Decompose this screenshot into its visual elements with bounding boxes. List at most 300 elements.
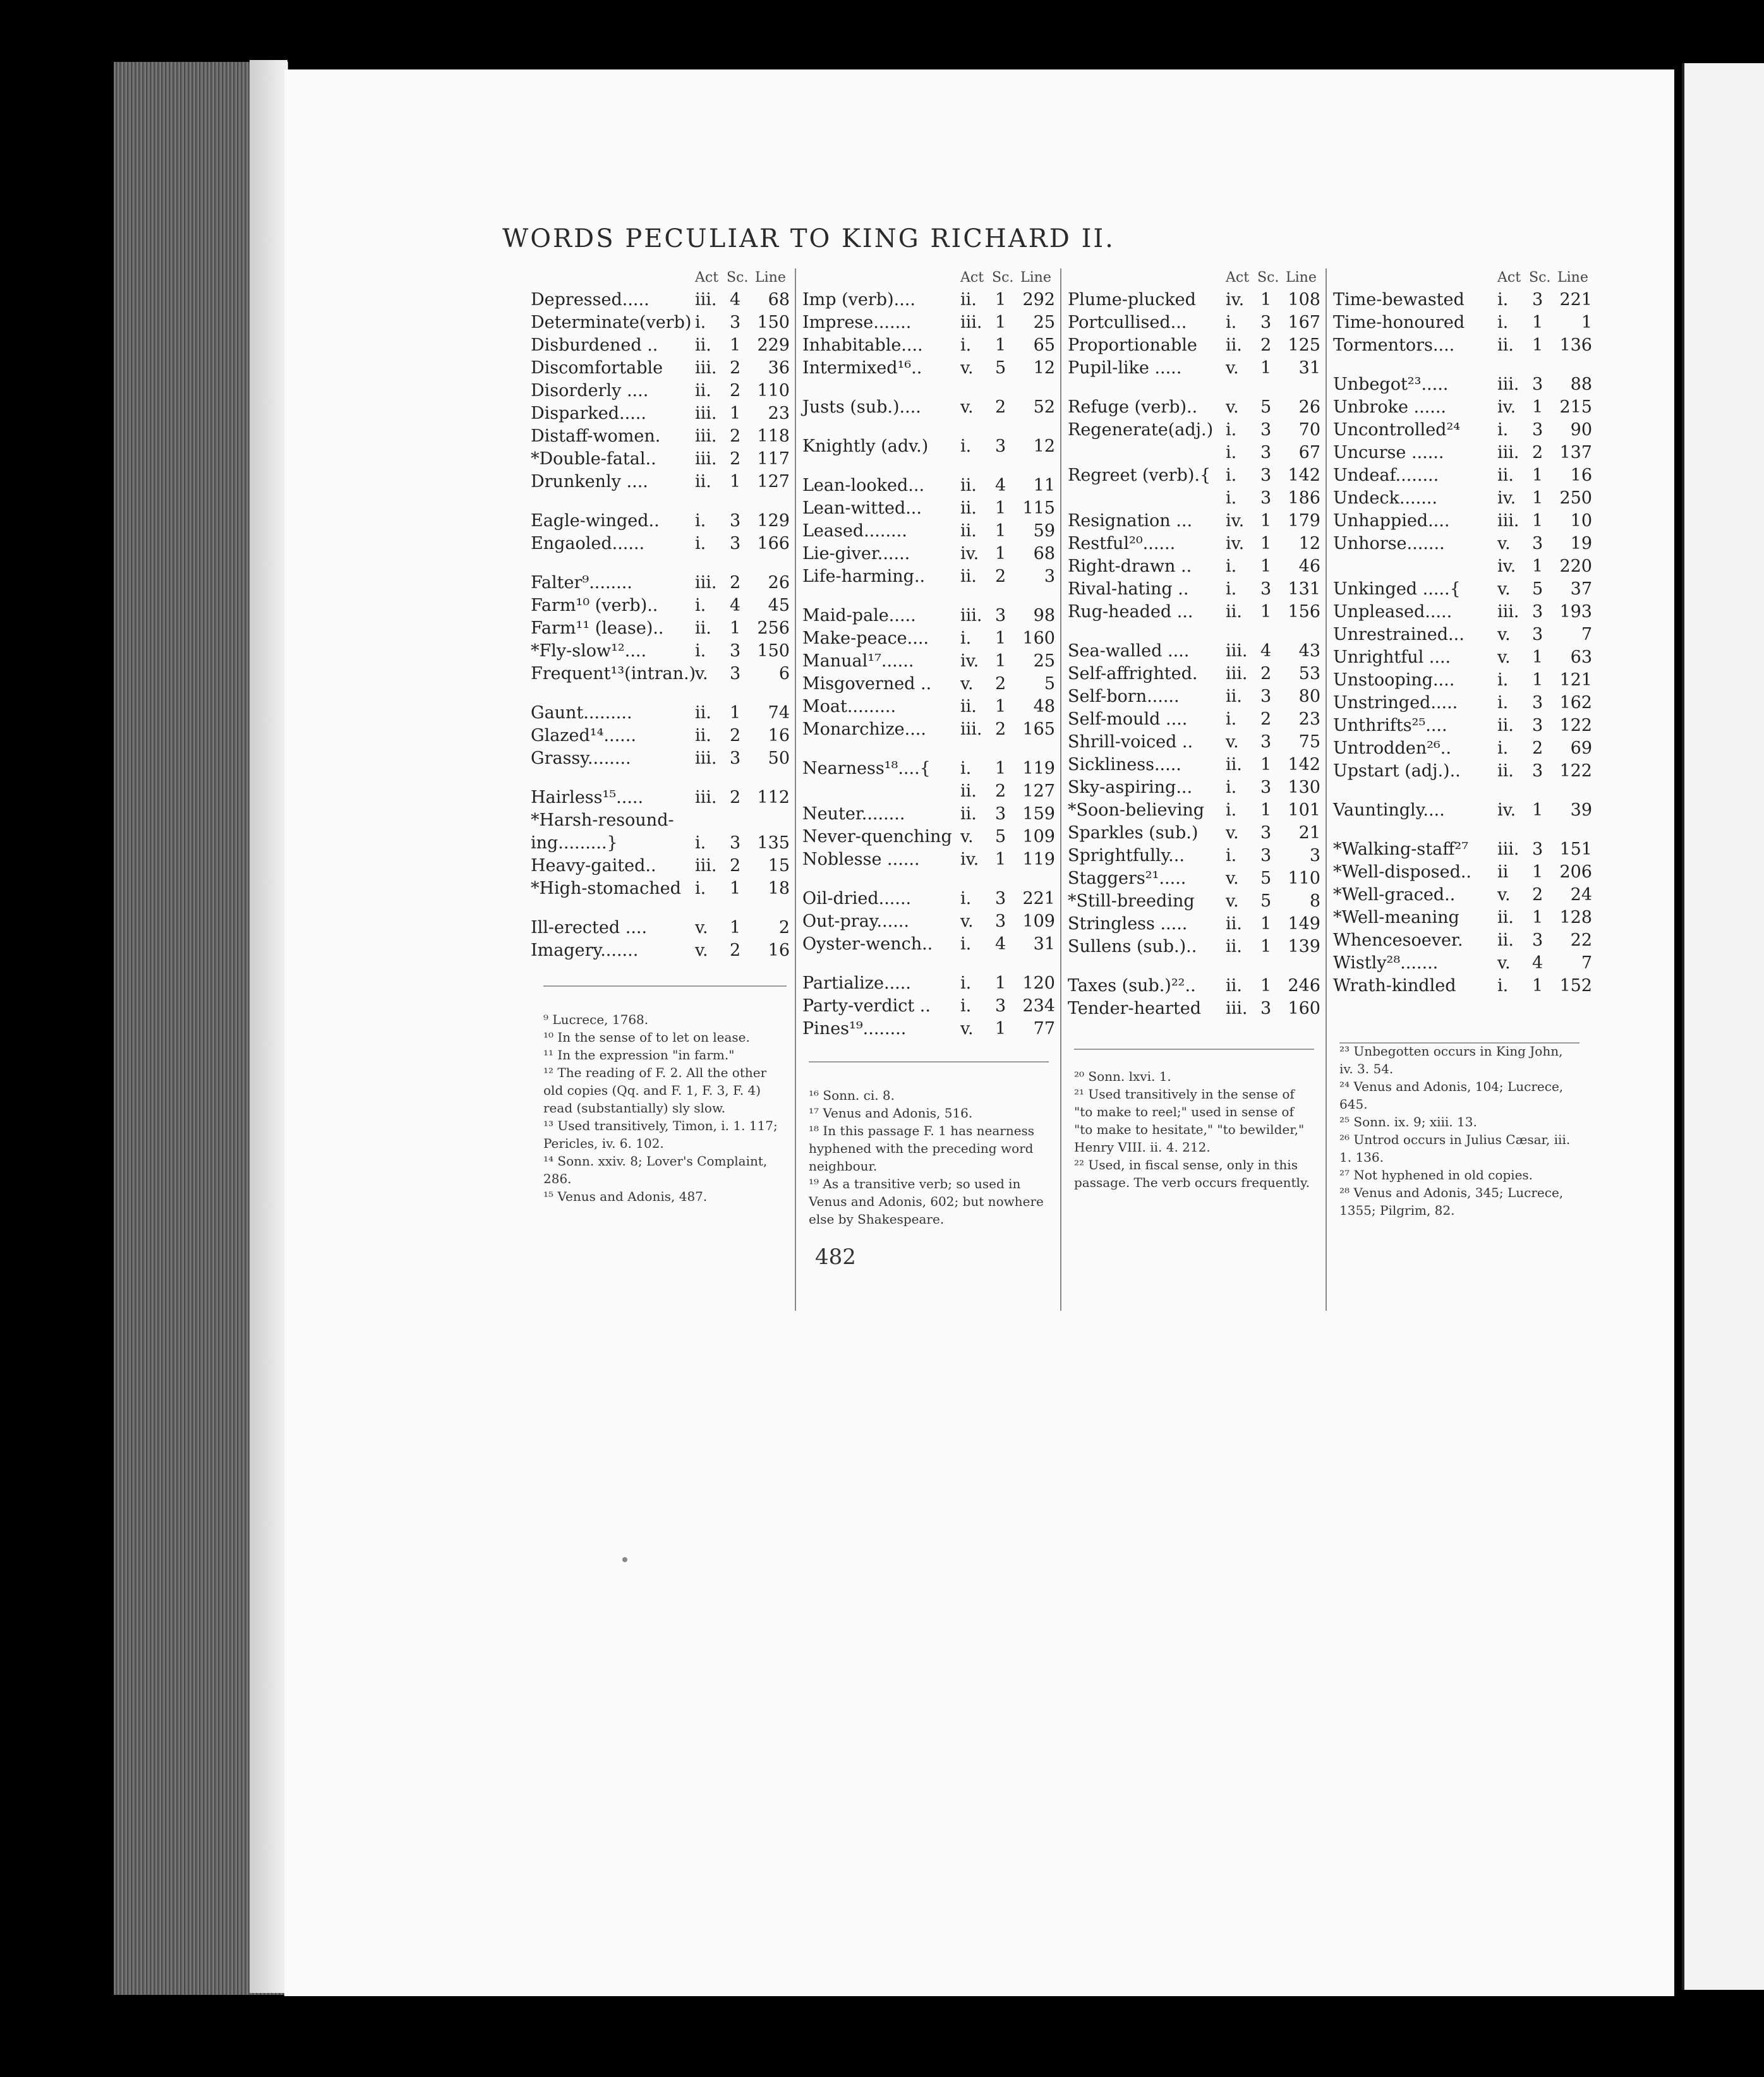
entry-word: *Well-meaning (1333, 908, 1459, 927)
entry-scene: 1 (995, 629, 1006, 648)
entry-word: Unpleased..... (1333, 602, 1453, 622)
word-entry (531, 663, 790, 685)
entry-word: Regreet (verb).{ (1068, 466, 1211, 485)
entry-word: Self-mould .... (1068, 709, 1188, 729)
entry-line: 109 (1022, 827, 1055, 846)
entry-word: Glazed¹⁴...... (531, 726, 636, 745)
entry-line: 11 (1033, 476, 1055, 495)
header-sc: Sc. (992, 270, 1014, 286)
entry-scene: 3 (1260, 466, 1272, 485)
entry-scene: 1 (1532, 670, 1544, 690)
word-entry (1068, 578, 1320, 601)
word-entry (802, 718, 1055, 741)
entry-act: ii. (695, 381, 711, 400)
group-gap (802, 741, 1055, 757)
entry-line: 119 (1022, 850, 1055, 869)
entry-scene: 3 (1260, 687, 1272, 706)
word-entry (531, 425, 790, 448)
word-entry (1333, 906, 1592, 929)
entry-act: i. (695, 833, 706, 853)
entry-act: ii. (1226, 602, 1242, 622)
entry-act: ii. (695, 726, 711, 745)
entry-line: 31 (1033, 934, 1055, 954)
word-entry (1068, 311, 1320, 334)
entry-act: iv. (1226, 290, 1245, 310)
entry-act: v. (960, 397, 974, 417)
word-entry (1068, 334, 1320, 357)
entry-act: ii. (1226, 976, 1242, 996)
footnote: ¹⁶ Sonn. ci. 8. (809, 1088, 895, 1103)
entry-word: Stringless ..... (1068, 914, 1188, 934)
entry-line: 3 (1044, 567, 1055, 586)
entry-line: 220 (1559, 557, 1592, 576)
entry-word: Eagle-winged.. (531, 511, 660, 531)
entry-line: 39 (1570, 800, 1592, 820)
entry-line: 23 (1298, 709, 1320, 729)
entry-act: i. (960, 889, 972, 908)
entry-scene: 1 (1532, 800, 1544, 820)
entry-word: Disburdened .. (531, 335, 658, 355)
entry-line: 21 (1298, 823, 1320, 843)
entry-word: Lie-giver...... (802, 544, 910, 563)
entry-act: iii. (1226, 664, 1248, 683)
entry-word: Gaunt......... (531, 703, 632, 723)
entry-line: 16 (1570, 466, 1592, 485)
entry-scene: 3 (1260, 443, 1272, 462)
word-entry (1333, 884, 1592, 906)
entry-scene: 2 (730, 358, 741, 378)
entry-act: v. (1226, 891, 1239, 911)
entry-word: Pupil-like ..... (1068, 358, 1182, 378)
word-entry (802, 474, 1055, 497)
entry-word: Oyster-wench.. (802, 934, 933, 954)
entry-line: 15 (768, 856, 790, 876)
entry-word: Oil-dried...... (802, 889, 912, 908)
entry-act: i. (1226, 709, 1237, 729)
word-entry (802, 334, 1055, 357)
entry-line: 24 (1570, 885, 1592, 905)
entry-line: 36 (768, 358, 790, 378)
entry-scene: 1 (1532, 466, 1544, 485)
entry-act: ii. (1226, 687, 1242, 706)
entry-word: Vauntingly.... (1333, 800, 1445, 820)
column-divider (1326, 268, 1327, 1311)
entry-act: ii. (960, 290, 977, 310)
entry-act: i. (1226, 466, 1237, 485)
entry-act: ii. (960, 498, 977, 518)
entry-line: 1 (1581, 313, 1592, 332)
entry-scene: 2 (730, 788, 741, 807)
entry-scene: 5 (995, 827, 1006, 846)
entry-line: 136 (1559, 335, 1592, 355)
entry-line: 18 (768, 879, 790, 898)
entry-word: Uncurse ...... (1333, 443, 1444, 462)
entry-scene: 1 (730, 703, 741, 723)
entry-act: ii. (960, 697, 977, 716)
entry-line: 150 (757, 313, 790, 332)
entry-line: 221 (1559, 290, 1592, 310)
entry-scene: 4 (730, 290, 741, 310)
entry-scene: 1 (1532, 397, 1544, 417)
footnote: ²⁴ Venus and Adonis, 104; Lucrece, 645. (1339, 1079, 1564, 1112)
footnotes-column-2 (809, 1087, 1049, 1228)
footnote: ²³ Unbegotten occurs in King John, iv. 3. 54. (1339, 1044, 1563, 1076)
entry-act: v. (1226, 358, 1239, 378)
entry-act: ii. (1497, 908, 1514, 927)
entry-scene: 3 (1260, 313, 1272, 332)
footnote: ²⁷ Not hyphened in old copies. (1339, 1167, 1533, 1183)
entry-scene: 5 (995, 358, 1006, 378)
entry-word: Lean-witted... (802, 498, 922, 518)
word-entry (1333, 646, 1592, 669)
entry-word: Wrath-kindled (1333, 976, 1456, 996)
entry-line: 59 (1033, 521, 1055, 541)
entry-line: 292 (1022, 290, 1055, 310)
entry-scene: 1 (1532, 313, 1544, 332)
entry-scene: 3 (1532, 602, 1544, 622)
entry-scene: 1 (1260, 511, 1272, 531)
entry-line: 221 (1022, 889, 1055, 908)
header-line: Line (755, 270, 786, 286)
entry-line: 128 (1559, 908, 1592, 927)
entry-act: v. (960, 674, 974, 694)
entry-act: ii. (1497, 761, 1514, 781)
entry-act: i. (1226, 420, 1237, 440)
entry-word: Self-born...... (1068, 687, 1180, 706)
entry-act: iii. (960, 606, 982, 625)
word-entry (802, 289, 1055, 311)
entry-act: iv. (960, 544, 979, 563)
entry-line: 19 (1570, 534, 1592, 553)
entry-scene: 1 (995, 973, 1006, 993)
entry-act: v. (1497, 647, 1511, 667)
entry-word: Unhappied.... (1333, 511, 1450, 531)
group-gap (802, 458, 1055, 474)
entry-word: Unbroke ...... (1333, 397, 1447, 417)
entry-line: 122 (1559, 716, 1592, 735)
group-gap (1068, 623, 1320, 640)
entry-scene: 5 (1260, 891, 1272, 911)
group-gap (1068, 958, 1320, 975)
word-entry (1068, 601, 1320, 623)
entry-scene: 3 (730, 749, 741, 768)
entry-word: Unbegot²³..... (1333, 375, 1449, 394)
word-entry (1333, 975, 1592, 997)
entry-scene: 5 (1532, 579, 1544, 599)
word-entry (802, 543, 1055, 565)
entry-scene: 3 (1260, 778, 1272, 797)
entry-act: ii. (960, 567, 977, 586)
header-line: Line (1020, 270, 1051, 286)
group-gap (531, 900, 790, 917)
word-entry (531, 747, 790, 770)
footnote: ²⁶ Untrod occurs in Julius Cæsar, iii. 1. 136. (1339, 1132, 1571, 1165)
header-act: Act (1497, 270, 1521, 286)
entry-word: Uncontrolled²⁴ (1333, 420, 1461, 440)
entry-word: Sullens (sub.).. (1068, 937, 1197, 956)
word-entry (1333, 334, 1592, 357)
entry-act: iii. (695, 426, 717, 446)
entry-line: 115 (1022, 498, 1055, 518)
column-divider (1060, 268, 1061, 1311)
entry-act: ii. (1497, 335, 1514, 355)
entry-scene: 2 (730, 726, 741, 745)
word-entry (1068, 533, 1320, 555)
entry-word: Heavy-gaited.. (531, 856, 656, 876)
word-entry (1068, 419, 1320, 442)
entry-word: Hairless¹⁵..... (531, 788, 644, 807)
entry-act: v. (1226, 823, 1239, 843)
entry-act: iii. (1497, 511, 1519, 531)
entry-line: 152 (1559, 976, 1592, 996)
entry-line: 108 (1288, 290, 1320, 310)
entry-scene: 1 (1532, 335, 1544, 355)
word-entry (1333, 952, 1592, 975)
entry-word: Moat......... (802, 697, 897, 716)
word-entry (1068, 487, 1320, 510)
entry-line: 159 (1022, 804, 1055, 824)
entry-line: 206 (1559, 862, 1592, 882)
entry-scene: 1 (995, 498, 1006, 518)
entry-scene: 3 (995, 889, 1006, 908)
word-entry (1068, 913, 1320, 936)
entry-act: iii. (1226, 641, 1248, 661)
entry-word: Unstooping.... (1333, 670, 1455, 690)
page-gutter (250, 60, 287, 1993)
entry-scene: 5 (1260, 869, 1272, 888)
entry-word: Sea-walled .... (1068, 641, 1190, 661)
entry-scene: 1 (730, 472, 741, 491)
entry-word: *High-stomached (531, 879, 681, 898)
word-entry (802, 650, 1055, 673)
header-line: Line (1286, 270, 1317, 286)
footnote: ¹² The reading of F. 2. All the other old copies (Qq. and F. 1, F. 3, F. 4) read (substantially) sly slow. (543, 1065, 767, 1116)
entry-scene: 1 (730, 618, 741, 638)
entry-scene: 1 (1260, 937, 1272, 956)
word-entry (1333, 442, 1592, 464)
entry-scene: 1 (1260, 290, 1272, 310)
word-entry (802, 435, 1055, 458)
footnote: ¹⁷ Venus and Adonis, 516. (809, 1105, 973, 1121)
word-entry (531, 640, 790, 663)
entry-line: 142 (1288, 755, 1320, 774)
entry-scene: 2 (730, 449, 741, 469)
entry-act: iii. (695, 749, 717, 768)
word-entry (1068, 867, 1320, 890)
word-entry (1068, 396, 1320, 419)
entry-act: v. (1497, 534, 1511, 553)
entry-act: iv. (1497, 488, 1516, 508)
entry-line: 246 (1288, 976, 1320, 996)
entry-scene: 1 (1260, 976, 1272, 996)
entry-line: 45 (768, 596, 790, 615)
word-entry (1333, 692, 1592, 714)
entry-word: Tormentors.... (1333, 335, 1455, 355)
entry-line: 130 (1288, 778, 1320, 797)
entry-scene: 3 (1532, 761, 1544, 781)
footnote: ¹⁵ Venus and Adonis, 487. (543, 1189, 708, 1204)
word-entry (802, 757, 1055, 780)
entry-line: 65 (1033, 335, 1055, 355)
entry-scene: 3 (1532, 840, 1544, 859)
word-column-3 (1068, 268, 1320, 1020)
entry-scene: 3 (1260, 488, 1272, 508)
entry-line: 63 (1570, 647, 1592, 667)
entry-scene: 1 (1532, 511, 1544, 531)
word-entry (802, 605, 1055, 627)
group-gap (1068, 380, 1320, 396)
entry-line: 142 (1288, 466, 1320, 485)
entry-act: i. (1226, 846, 1237, 865)
word-entry (1333, 555, 1592, 578)
word-entry (531, 402, 790, 425)
entry-line: 53 (1298, 664, 1320, 683)
entry-word: Farm¹¹ (lease).. (531, 618, 664, 638)
entry-scene: 1 (1260, 557, 1272, 576)
entry-act: ii. (695, 618, 711, 638)
entry-word: Unkinged .....{ (1333, 579, 1461, 599)
word-entry (802, 673, 1055, 695)
entry-word: Leased........ (802, 521, 907, 541)
entry-act: iv. (1226, 534, 1245, 553)
entry-scene: 2 (1532, 885, 1544, 905)
word-entry (531, 357, 790, 380)
entry-word: Imp (verb).... (802, 290, 915, 310)
entry-scene: 1 (1260, 914, 1272, 934)
entry-word: Refuge (verb).. (1068, 397, 1198, 417)
entry-scene: 2 (1532, 738, 1544, 758)
word-entry (1333, 464, 1592, 487)
entry-scene: 2 (1260, 709, 1272, 729)
entry-word: Nearness¹⁸....{ (802, 759, 931, 778)
entry-word: *Still-breeding (1068, 891, 1195, 911)
entry-scene: 3 (1260, 846, 1272, 865)
word-entry (1333, 838, 1592, 861)
entry-act: iii. (695, 449, 717, 469)
entry-act: i. (960, 759, 972, 778)
word-entry (802, 933, 1055, 956)
entry-line: 68 (768, 290, 790, 310)
entry-line: 150 (757, 641, 790, 661)
entry-act: i. (1497, 670, 1509, 690)
entry-line: 50 (768, 749, 790, 768)
group-gap (802, 956, 1055, 972)
entry-word: *Harsh-resound- (531, 810, 674, 830)
word-entry (1068, 464, 1320, 487)
entry-word: Right-drawn .. (1068, 557, 1192, 576)
entry-act: i. (695, 641, 706, 661)
entry-line: 37 (1570, 579, 1592, 599)
entry-act: ii. (1226, 914, 1242, 934)
entry-scene: 3 (730, 534, 741, 553)
entry-scene: 1 (1260, 534, 1272, 553)
entry-act: iii. (695, 358, 717, 378)
entry-line: 67 (1298, 443, 1320, 462)
entry-act: ii. (960, 804, 977, 824)
word-entry (802, 396, 1055, 419)
word-entry (802, 972, 1055, 995)
entry-line: 234 (1022, 996, 1055, 1016)
column-header (1333, 268, 1592, 289)
entry-word: Sparkles (sub.) (1068, 823, 1199, 843)
entry-word: *Double-fatal.. (531, 449, 656, 469)
entry-line: 12 (1298, 534, 1320, 553)
entry-scene: 1 (995, 313, 1006, 332)
entry-act: i. (960, 629, 972, 648)
entry-line: 68 (1033, 544, 1055, 563)
word-entry (531, 877, 790, 900)
entry-scene: 4 (1260, 641, 1272, 661)
word-entry (1068, 776, 1320, 799)
column-header (802, 268, 1055, 289)
facing-page-edge (1682, 63, 1764, 1990)
entry-scene: 3 (1532, 290, 1544, 310)
entry-scene: 3 (1260, 999, 1272, 1018)
entry-act: v. (695, 918, 708, 937)
word-entry (1068, 663, 1320, 685)
word-entry (1333, 799, 1592, 822)
entry-word: Determinate(verb) (531, 313, 692, 332)
word-entry (531, 939, 790, 962)
entry-act: v. (960, 912, 974, 931)
entry-scene: 3 (1532, 693, 1544, 713)
entry-line: 112 (757, 788, 790, 807)
entry-line: 23 (768, 404, 790, 423)
word-entry (531, 855, 790, 877)
entry-scene: 3 (995, 606, 1006, 625)
entry-word: *Fly-slow¹².... (531, 641, 647, 661)
footnote-rule (1074, 1049, 1314, 1050)
entry-line: 80 (1298, 687, 1320, 706)
header-act: Act (960, 270, 984, 286)
entry-act: i. (1226, 313, 1237, 332)
entry-scene: 2 (730, 941, 741, 960)
entry-act: i. (960, 934, 972, 954)
entry-act: iii. (1497, 602, 1519, 622)
word-entry (802, 780, 1055, 803)
entry-act: i. (695, 596, 706, 615)
entry-act: i. (1226, 778, 1237, 797)
word-entry (1068, 754, 1320, 776)
footnote: ¹¹ In the expression "in farm." (543, 1047, 735, 1063)
entry-act: iii. (1497, 840, 1519, 859)
entry-word: Unrightful .... (1333, 647, 1451, 667)
entry-word: Resignation ... (1068, 511, 1193, 531)
entry-act: i. (1226, 557, 1237, 576)
page-number: 482 (815, 1244, 856, 1270)
entry-act: v. (960, 1019, 974, 1038)
entry-act: iv. (960, 651, 979, 671)
entry-word: *Walking-staff²⁷ (1333, 840, 1469, 859)
footnote: ¹⁹ As a transitive verb; so used in Venus and Adonis, 602; but nowhere else by Shakespeare. (809, 1176, 1044, 1227)
entry-word: Manual¹⁷...... (802, 651, 914, 671)
entry-act: ii. (1497, 716, 1514, 735)
entry-word: Lean-looked... (802, 476, 925, 495)
word-entry (531, 832, 790, 855)
entry-line: 90 (1570, 420, 1592, 440)
entry-act: v. (1497, 579, 1511, 599)
entry-act: iii. (960, 313, 982, 332)
word-entry (531, 594, 790, 617)
group-gap (1333, 357, 1592, 373)
entry-line: 74 (768, 703, 790, 723)
entry-word: Rug-headed ... (1068, 602, 1193, 622)
entry-scene: 1 (1260, 755, 1272, 774)
entry-scene: 3 (1532, 930, 1544, 950)
entry-act: iv. (1497, 557, 1516, 576)
entry-word: Plume-plucked (1068, 290, 1196, 310)
word-column-4 (1333, 268, 1592, 997)
